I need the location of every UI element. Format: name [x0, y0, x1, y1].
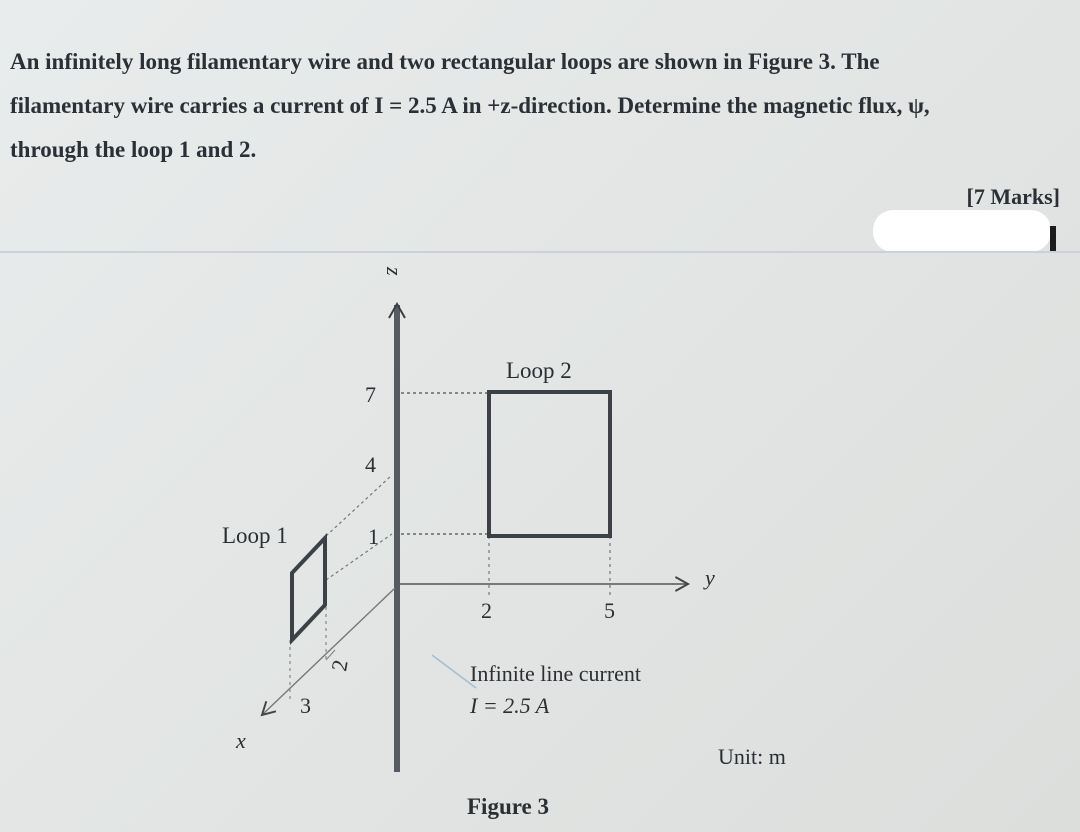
loop-1-parallelogram: [292, 538, 325, 640]
loop-2-rectangle: [489, 392, 610, 536]
tick-z-4: 4: [365, 452, 376, 477]
tick-y-2: 2: [481, 598, 492, 623]
loop-1-label: Loop 1: [222, 523, 288, 548]
question-line-2: filamentary wire carries a current of I = 2.5 A in +z-direction. Determine the magnetic flux, ψ,: [10, 93, 930, 118]
x-axis: [262, 588, 395, 715]
current-value: I = 2.5 A: [470, 693, 550, 718]
y-axis-label: y: [705, 565, 715, 590]
unit-label: Unit: m: [718, 744, 786, 769]
tick-x-3: 3: [300, 693, 311, 718]
z-axis-label: z: [382, 267, 407, 276]
question-line-3: through the loop 1 and 2.: [10, 137, 257, 162]
question-line-1: An infinitely long filamentary wire and two rectangular loops are shown in Figure 3. The: [10, 49, 880, 74]
guide-loop1-bottom: [326, 534, 392, 580]
tick-z-7: 7: [365, 382, 376, 407]
tick-z-1: 1: [368, 524, 379, 549]
marks-label: [7 Marks]: [966, 184, 1060, 209]
figure-caption: Figure 3: [467, 794, 549, 819]
current-label: Infinite line current: [470, 661, 642, 686]
tick-x-2: 2: [326, 657, 353, 673]
guide-loop1-top: [326, 475, 392, 536]
tick-y-5: 5: [604, 598, 615, 623]
loop-2-label: Loop 2: [506, 358, 572, 383]
x-axis-label: x: [236, 728, 246, 753]
